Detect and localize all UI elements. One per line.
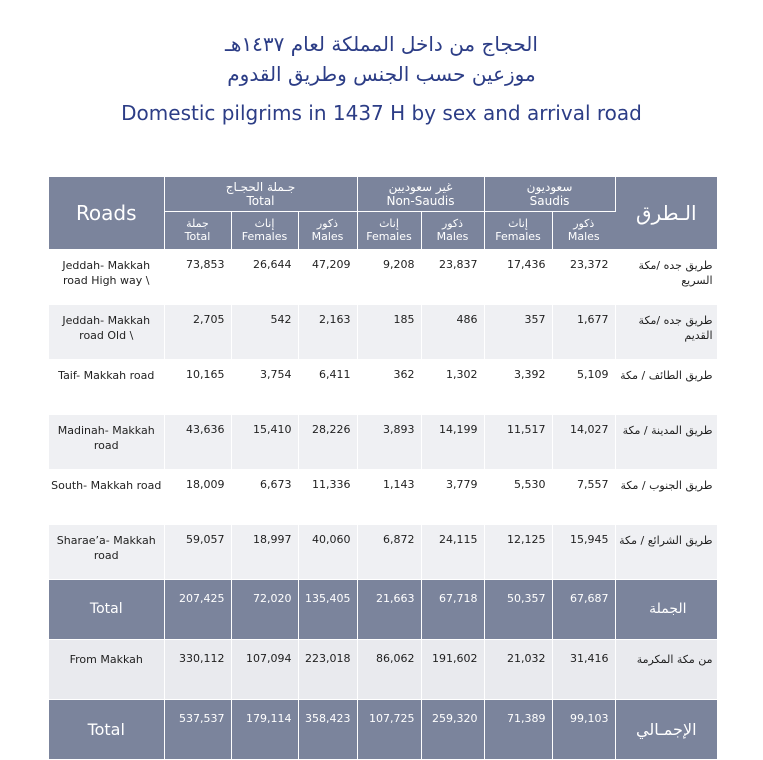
grand-label-en: Total [49,699,164,759]
cell-ns-females: 362 [357,359,421,414]
cell-total: 2,705 [164,304,231,359]
cell-ns-females: 185 [357,304,421,359]
cell-ns-males: 1,302 [421,359,484,414]
cell-total: 43,636 [164,414,231,469]
grand-total-row [49,699,717,759]
header-col-males [298,211,357,249]
header-roads-en: Roads [49,177,164,249]
cell-s-males: 99,103 [552,699,615,759]
table-row [49,359,717,414]
grand-label-ar: الإجمـالي [615,699,717,759]
header-col-females-en: Females [241,230,288,243]
pilgrims-table [49,177,718,760]
header-roads-ar: الـطرق [615,177,717,249]
cell-males: 6,411 [298,359,357,414]
cell-s-males: 15,945 [552,524,615,579]
road-en: Jeddah- Makkah road High way \ [49,249,164,304]
cell-ns-males: 259,320 [421,699,484,759]
cell-s-males: 7,557 [552,469,615,524]
cell-females: 6,673 [231,469,298,524]
cell-females: 542 [231,304,298,359]
road-en: Madinah- Makkah road [49,414,164,469]
cell-males: 28,226 [298,414,357,469]
cell-females: 15,410 [231,414,298,469]
road-en: Jeddah- Makkah road Old \ [49,304,164,359]
header-col-ns-males-en: Males [436,230,469,243]
cell-s-females: 71,389 [484,699,552,759]
header-group-saudi-en: Saudis [529,193,570,208]
header-group-saudi-ar: سعوديون [526,179,573,194]
cell-females: 72,020 [231,579,298,639]
cell-ns-females: 21,663 [357,579,421,639]
cell-s-females: 17,436 [484,249,552,304]
header-group-saudi [484,177,615,211]
cell-ns-males: 67,718 [421,579,484,639]
header-col-females [231,211,298,249]
header-col-males-en: Males [311,230,344,243]
header-col-total [164,211,231,249]
road-en: Sharae’a- Makkah road [49,524,164,579]
header-col-ns-males [421,211,484,249]
cell-males: 2,163 [298,304,357,359]
road-ar: طريق الشرائع / مكة [615,524,717,579]
header-col-total-ar: جملة [186,217,209,230]
cell-s-females: 12,125 [484,524,552,579]
title-arabic-line1: الحجاج من داخل المملكة لعام ١٤٣٧هـ [225,32,538,56]
title-arabic-line2: موزعين حسب الجنس وطريق القدوم [227,62,536,86]
cell-ns-females: 9,208 [357,249,421,304]
cell-total: 59,057 [164,524,231,579]
road-ar: طريق جده /مكة السريع [615,249,717,304]
cell-s-males: 5,109 [552,359,615,414]
cell-males: 223,018 [298,639,357,699]
header-col-ns-females [357,211,421,249]
header-col-males-ar: ذكور [316,217,339,230]
cell-s-females: 11,517 [484,414,552,469]
header-col-s-males-ar: ذكور [573,217,595,230]
makkah-label-en: From Makkah [49,639,164,699]
table-row [49,469,717,524]
header-group-total-ar: جـملة الحجـاج [225,179,296,194]
cell-s-males: 14,027 [552,414,615,469]
header-col-s-males [552,211,615,249]
cell-total: 330,112 [164,639,231,699]
cell-ns-females: 1,143 [357,469,421,524]
cell-ns-females: 3,893 [357,414,421,469]
road-en: South- Makkah road [49,469,164,524]
cell-s-females: 5,530 [484,469,552,524]
cell-total: 537,537 [164,699,231,759]
cell-males: 11,336 [298,469,357,524]
road-ar: طريق الطائف / مكة [615,359,717,414]
cell-s-females: 357 [484,304,552,359]
header-col-ns-females-ar: إناث [379,217,399,230]
cell-ns-females: 6,872 [357,524,421,579]
road-ar: طريق الجنوب / مكة [615,469,717,524]
cell-total: 73,853 [164,249,231,304]
road-ar: طريق المدينة / مكة [615,414,717,469]
cell-s-females: 21,032 [484,639,552,699]
total-label-en: Total [49,579,164,639]
total-label-ar: الجملة [615,579,717,639]
cell-males: 358,423 [298,699,357,759]
header-col-s-males-en: Males [567,230,600,243]
header-group-total [164,177,357,211]
makkah-label-ar: من مكة المكرمة [615,639,717,699]
header-col-s-females [484,211,552,249]
cell-males: 40,060 [298,524,357,579]
from-makkah-row [49,639,717,699]
table-row [49,249,717,304]
cell-total: 10,165 [164,359,231,414]
road-ar: طريق جده /مكة القديم [615,304,717,359]
cell-total: 18,009 [164,469,231,524]
cell-total: 207,425 [164,579,231,639]
header-group-nonsaudi-ar: غير سعوديين [388,179,453,194]
cell-ns-males: 24,115 [421,524,484,579]
cell-ns-males: 3,779 [421,469,484,524]
total-row [49,579,717,639]
cell-females: 26,644 [231,249,298,304]
header-col-ns-females-en: Females [366,230,412,243]
table-row [49,414,717,469]
cell-s-males: 23,372 [552,249,615,304]
header-col-total-en: Total [184,230,211,243]
cell-males: 47,209 [298,249,357,304]
cell-females: 3,754 [231,359,298,414]
cell-ns-females: 107,725 [357,699,421,759]
table-row [49,524,717,579]
cell-s-females: 50,357 [484,579,552,639]
cell-s-males: 67,687 [552,579,615,639]
cell-females: 18,997 [231,524,298,579]
header-col-s-females-en: Females [495,230,541,243]
header-group-total-en: Total [246,193,275,208]
header-col-s-females-ar: إناث [508,217,528,230]
title-english: Domestic pilgrims in 1437 H by sex and arrival road [121,101,642,125]
cell-s-males: 31,416 [552,639,615,699]
header-col-ns-males-ar: ذكور [441,217,464,230]
header-col-females-ar: إناث [254,217,275,230]
road-en: Taif- Makkah road [49,359,164,414]
header-group-nonsaudi-en: Non-Saudis [386,193,455,208]
cell-s-females: 3,392 [484,359,552,414]
cell-females: 107,094 [231,639,298,699]
header-group-nonsaudi [357,177,484,211]
cell-ns-females: 86,062 [357,639,421,699]
cell-ns-males: 486 [421,304,484,359]
table-row [49,304,717,359]
cell-ns-males: 14,199 [421,414,484,469]
cell-females: 179,114 [231,699,298,759]
cell-males: 135,405 [298,579,357,639]
cell-ns-males: 191,602 [421,639,484,699]
cell-s-males: 1,677 [552,304,615,359]
cell-ns-males: 23,837 [421,249,484,304]
